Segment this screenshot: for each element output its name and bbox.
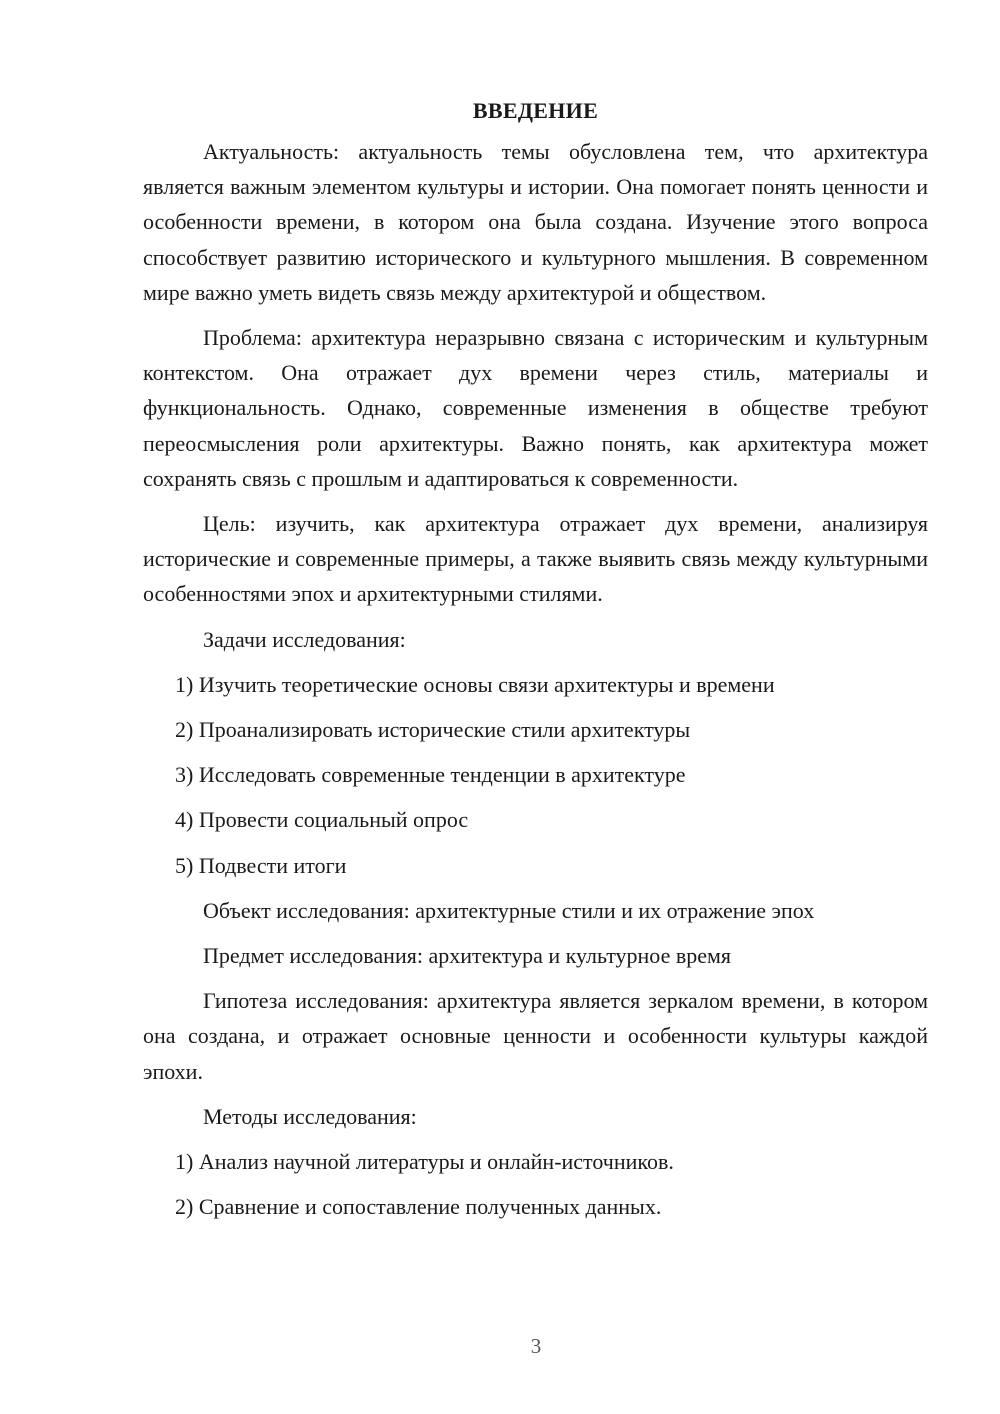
hypothesis-paragraph: Гипотеза исследования: архитектура является зеркалом времени, в котором она создана, и отражает основные ценности и особенности культуры каждой эпохи. bbox=[143, 988, 928, 1084]
list-item-task-1: 1) Изучить теоретические основы связи архитектуры и времени bbox=[175, 671, 775, 697]
list-item-method-2: 2) Сравнение и сопоставление полученных данных. bbox=[175, 1194, 662, 1220]
subject-line: Предмет исследования: архитектура и культурное время bbox=[203, 943, 732, 969]
list-item-method-1: 1) Анализ научной литературы и онлайн-источников. bbox=[175, 1149, 674, 1175]
page-number: 3 bbox=[530, 1334, 542, 1358]
document-page bbox=[143, 96, 928, 1234]
tasks-heading: Задачи исследования: bbox=[203, 626, 406, 652]
list-item-task-5: 5) Подвести итоги bbox=[175, 852, 347, 878]
methods-heading: Методы исследования: bbox=[203, 1103, 417, 1129]
list-item-task-2: 2) Проанализировать исторические стили архитектуры bbox=[175, 717, 691, 743]
relevance-paragraph: Актуальность: актуальность темы обусловлена тем, что архитектура является важным элементом культуры и истории. Она помогает понять ценности и особенности времени, в котором она была создана. Изучение этого вопроса способствует развитию исторического и культурного мышления. В современном мире важно уметь видеть связь между архитектурой и обществом. bbox=[143, 139, 928, 305]
problem-paragraph: Проблема: архитектура неразрывно связана с историческим и культурным контекстом. Она отражает дух времени через стиль, материалы и функциональность. Однако, современные изменения в обществе требуют переосмысления роли архитектуры. Важно понять, как архитектура может сохранять связь с прошлым и адаптироваться к современности. bbox=[143, 325, 928, 491]
page-title: ВВЕДЕНИЕ bbox=[472, 98, 599, 123]
object-line: Объект исследования: архитектурные стили и их отражение эпох bbox=[203, 897, 815, 923]
list-item-task-3: 3) Исследовать современные тенденции в архитектуре bbox=[175, 762, 686, 788]
list-item-task-4: 4) Провести социальный опрос bbox=[175, 807, 469, 833]
goal-paragraph: Цель: изучить, как архитектура отражает дух времени, анализируя исторические и современные примеры, а также выявить связь между культурными особенностями эпох и архитектурными стилями. bbox=[143, 511, 928, 607]
